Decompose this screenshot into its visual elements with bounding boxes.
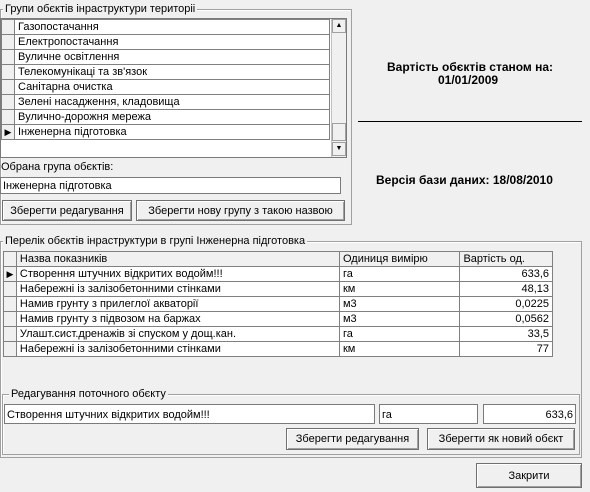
groups-groupbox-title: Групи обєктів інраструктури територіі <box>5 3 196 15</box>
row-indicator <box>2 110 15 125</box>
cell-name: Намив грунту з підвозом на баржах <box>16 312 339 327</box>
cell-unit: км <box>339 342 459 357</box>
row-indicator <box>4 342 17 357</box>
cell-cost: 33,5 <box>460 327 553 342</box>
object-unit-input[interactable]: га <box>379 404 478 424</box>
group-item-label: Інженерна підготовка <box>15 125 330 140</box>
edit-groupbox-title: Редагування поточного обєкту <box>11 388 166 400</box>
cell-cost: 633,6 <box>460 267 553 282</box>
table-row[interactable] <box>4 282 553 297</box>
divider-line <box>358 121 582 122</box>
row-indicator <box>2 95 15 110</box>
group-list-item[interactable] <box>2 80 330 95</box>
group-list-item[interactable] <box>2 125 330 140</box>
group-item-label: Зелені насадження, кладовища <box>15 95 330 110</box>
selected-group-input[interactable]: Інженерна підготовка <box>0 177 341 194</box>
table-row[interactable] <box>4 312 553 327</box>
current-row-arrow-icon: ▶ <box>4 267 17 282</box>
cell-unit: м3 <box>339 312 459 327</box>
objects-groupbox-title: Перелік обєктів інраструктури в групі Інженерна підготовка <box>5 235 306 247</box>
row-indicator <box>2 50 15 65</box>
group-item-label: Вуличне освітлення <box>15 50 330 65</box>
row-indicator <box>4 312 17 327</box>
cell-unit: км <box>339 282 459 297</box>
table-row[interactable] <box>4 327 553 342</box>
row-indicator <box>2 80 15 95</box>
scroll-thumb[interactable] <box>332 123 346 141</box>
col-header-unit[interactable]: Одиниця вимірю <box>339 252 459 267</box>
table-row[interactable] <box>4 297 553 312</box>
groups-groupbox <box>0 3 352 225</box>
group-list-item[interactable] <box>2 110 330 125</box>
table-row[interactable] <box>4 267 553 282</box>
cell-cost: 0,0562 <box>460 312 553 327</box>
current-row-arrow-icon: ▶ <box>2 125 15 140</box>
save-group-edit-button[interactable]: Зберегти редагування <box>2 200 132 221</box>
cell-cost: 48,13 <box>460 282 553 297</box>
cell-name: Набережні із залізобетонними стінками <box>16 282 339 297</box>
object-cost-input[interactable]: 633,6 <box>483 404 576 424</box>
row-indicator <box>2 20 15 35</box>
groups-scrollbar[interactable] <box>331 19 346 157</box>
group-item-label: Вулично-дорожня мережа <box>15 110 330 125</box>
group-list-item[interactable] <box>2 35 330 50</box>
edit-groupbox <box>2 388 580 455</box>
row-indicator <box>2 65 15 80</box>
scroll-up-arrow-icon[interactable]: ▲ <box>332 19 346 33</box>
objects-groupbox <box>0 235 582 458</box>
save-object-edit-button[interactable]: Зберегти редагування <box>286 428 419 450</box>
header-indicator-cell <box>4 252 17 267</box>
close-button[interactable]: Закрити <box>476 463 582 488</box>
group-list-item[interactable] <box>2 20 330 35</box>
cell-name: Намив грунту з прилеглої акваторії <box>16 297 339 312</box>
cost-date-caption: Вартість обєктів станом на: <box>387 60 554 74</box>
table-row[interactable] <box>4 342 553 357</box>
group-list-item[interactable] <box>2 50 330 65</box>
cell-name: Створення штучних відкритих водойм!!! <box>16 267 339 282</box>
group-list-item[interactable] <box>2 95 330 110</box>
col-header-name[interactable]: Назва показників <box>16 252 339 267</box>
cell-cost: 77 <box>460 342 553 357</box>
db-version-label: Версія бази даних: 18/08/2010 <box>376 173 553 187</box>
col-header-cost[interactable]: Вартість од. <box>460 252 553 267</box>
scroll-down-arrow-icon[interactable]: ▼ <box>332 142 346 156</box>
row-indicator <box>4 297 17 312</box>
object-name-input[interactable]: Створення штучних відкритих водойм!!! <box>4 404 375 424</box>
cell-unit: м3 <box>339 297 459 312</box>
save-new-group-button[interactable]: Зберегти нову групу з такою назвою <box>136 200 345 221</box>
group-item-label: Газопостачання <box>15 20 330 35</box>
group-item-label: Санітарна очистка <box>15 80 330 95</box>
cell-unit: га <box>339 327 459 342</box>
cell-name: Улашт.сист.дренажів зі спуском у дощ.кан. <box>16 327 339 342</box>
group-item-label: Електропостачання <box>15 35 330 50</box>
cell-unit: га <box>339 267 459 282</box>
cell-cost: 0,0225 <box>460 297 553 312</box>
groups-grid[interactable] <box>0 18 347 158</box>
selected-group-label: Обрана група обєктів: <box>1 161 114 173</box>
row-indicator <box>2 35 15 50</box>
objects-grid[interactable] <box>3 251 567 373</box>
objects-header-row <box>4 252 553 267</box>
cell-name: Набережні із залізобетонними стінками <box>16 342 339 357</box>
cost-date-value: 01/01/2009 <box>438 73 499 87</box>
row-indicator <box>4 327 17 342</box>
group-list-item[interactable] <box>2 65 330 80</box>
row-indicator <box>4 282 17 297</box>
group-item-label: Телекомунікаці та зв'язок <box>15 65 330 80</box>
save-new-object-button[interactable]: Зберегти як новий обєкт <box>427 428 575 450</box>
